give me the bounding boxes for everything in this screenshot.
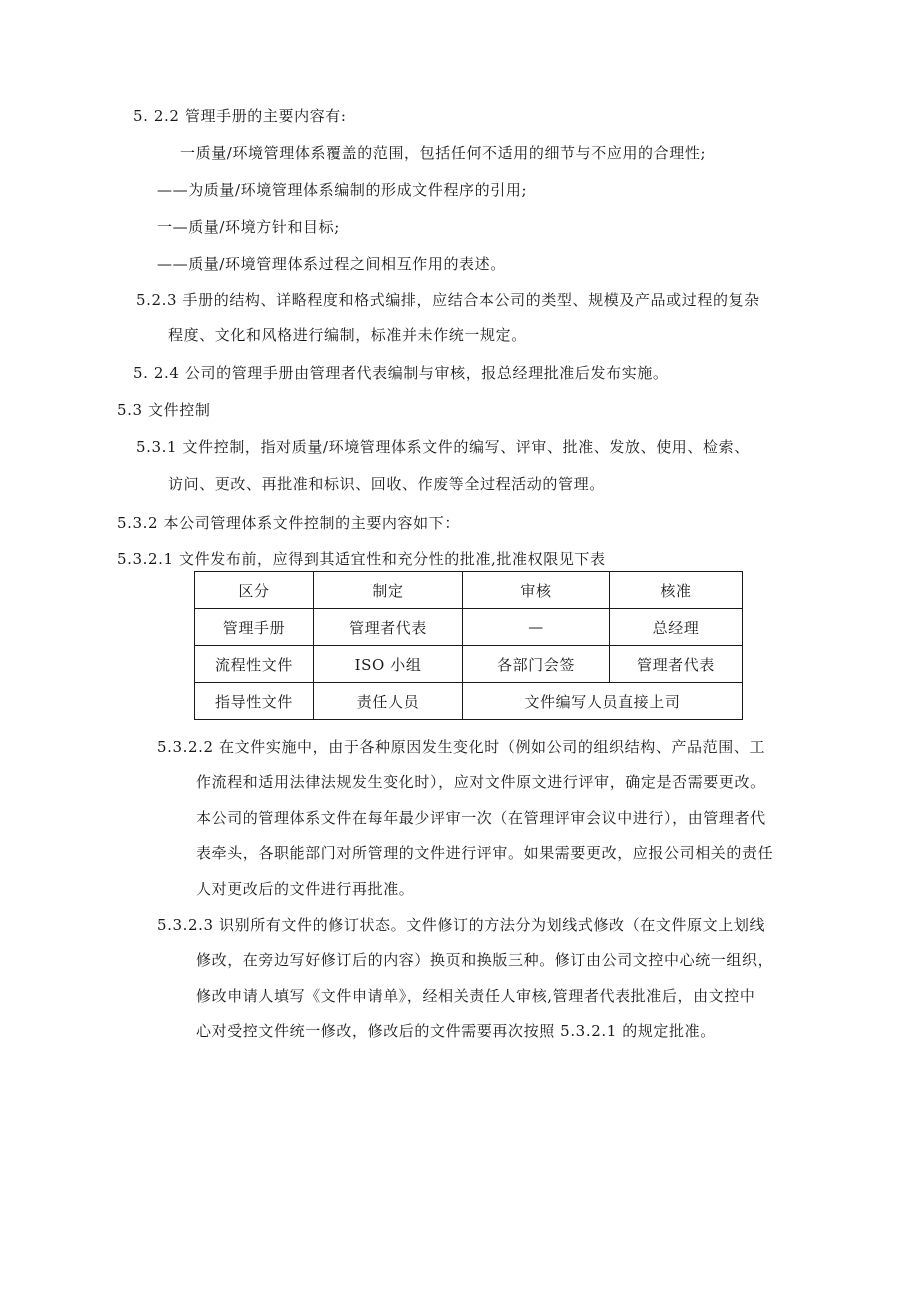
table-row — [195, 646, 743, 683]
section-5-3-2: 5.3.2 本公司管理体系文件控制的主要内容如下： — [117, 514, 460, 532]
table-cell: 责任人员 — [314, 683, 463, 720]
section-5-2-4: 5. 2.4 公司的管理手册由管理者代表编制与审核，报总经理批准后发布实施。 — [133, 364, 669, 382]
table-cell: — — [463, 609, 610, 646]
section-5-3-2-2-line-3: 本公司的管理体系文件在每年最少评审一次（在管理评审会议中进行），由管理者代 — [196, 809, 766, 827]
header-category: 区分 — [195, 572, 314, 609]
header-approved-by: 核准 — [610, 572, 743, 609]
table-cell: 指导性文件 — [195, 683, 314, 720]
table-cell: 各部门会签 — [463, 646, 610, 683]
section-5-2-3-line-1: 5.2.3 手册的结构、详略程度和格式编排，应结合本公司的类型、规模及产品或过程的复杂 — [136, 291, 760, 309]
header-reviewed-by: 审核 — [463, 572, 610, 609]
table-cell: 管理手册 — [195, 609, 314, 646]
header-prepared-by: 制定 — [314, 572, 463, 609]
table-header-row — [195, 572, 743, 609]
section-5-2-2-item-2: ——为质量/环境管理体系编制的形成文件程序的引用; — [157, 181, 528, 199]
section-5-2-2-item-4: ——质量/环境管理体系过程之间相互作用的表述。 — [157, 255, 506, 273]
section-5-3-2-2-line-1: 5.3.2.2 在文件实施中，由于各种原因发生变化时（例如公司的组织结构、产品范围、工 — [157, 738, 766, 756]
table-row — [195, 683, 743, 720]
section-5-3-2-1: 5.3.2.1 文件发布前，应得到其适宜性和充分性的批准,批准权限见下表 — [117, 550, 606, 568]
section-5-3-2-2-line-2: 作流程和适用法律法规发生变化时），应对文件原文进行评审，确定是否需要更改。 — [196, 773, 766, 791]
section-5-3-1-line-1: 5.3.1 文件控制，指对质量/环境管理体系文件的编写、评审、批准、发放、使用、检索、 — [136, 438, 750, 456]
section-5-3-2-3-line-1: 5.3.2.3 识别所有文件的修订状态。文件修订的方法分为划线式修改（在文件原文上划线 — [157, 916, 766, 934]
section-5-2-2-item-3: 一—质量/环境方针和目标; — [157, 218, 340, 236]
table-cell: 流程性文件 — [195, 646, 314, 683]
section-5-2-2-item-1: 一质量/环境管理体系覆盖的范围，包括任何不适用的细节与不应用的合理性; — [180, 144, 707, 162]
section-5-2-2-title: 5. 2.2 管理手册的主要内容有: — [133, 107, 347, 125]
section-5-3-2-2-line-5: 人对更改后的文件进行再批准。 — [196, 880, 415, 898]
section-5-3-2-3-line-3: 修改申请人填写《文件申请单》，经相关责任人审核,管理者代表批准后，由文控中 — [196, 987, 756, 1005]
section-5-3-2-3-line-4: 心对受控文件统一修改，修改后的文件需要再次按照 5.3.2.1 的规定批准。 — [196, 1022, 716, 1040]
table-cell: 总经理 — [610, 609, 743, 646]
table-cell-merged: 文件编写人员直接上司 — [463, 683, 743, 720]
approval-authority-table — [194, 571, 743, 720]
section-5-3-1-line-2: 访问、更改、再批准和标识、回收、作废等全过程活动的管理。 — [168, 475, 605, 493]
table-cell: 管理者代表 — [610, 646, 743, 683]
section-5-3-2-3-line-2: 修改，在旁边写好修订后的内容）换页和换版三种。修订由公司文控中心统一组织， — [196, 951, 774, 969]
section-5-2-3-line-2: 程度、文化和风格进行编制，标准并未作统一规定。 — [168, 326, 527, 344]
table-cell: 管理者代表 — [314, 609, 463, 646]
section-5-3-title: 5.3 文件控制 — [117, 401, 211, 419]
table-cell: ISO 小组 — [314, 646, 463, 683]
section-5-3-2-2-line-4: 表牵头，各职能部门对所管理的文件进行评审。如果需要更改，应报公司相关的责任 — [196, 844, 774, 862]
table-row — [195, 609, 743, 646]
